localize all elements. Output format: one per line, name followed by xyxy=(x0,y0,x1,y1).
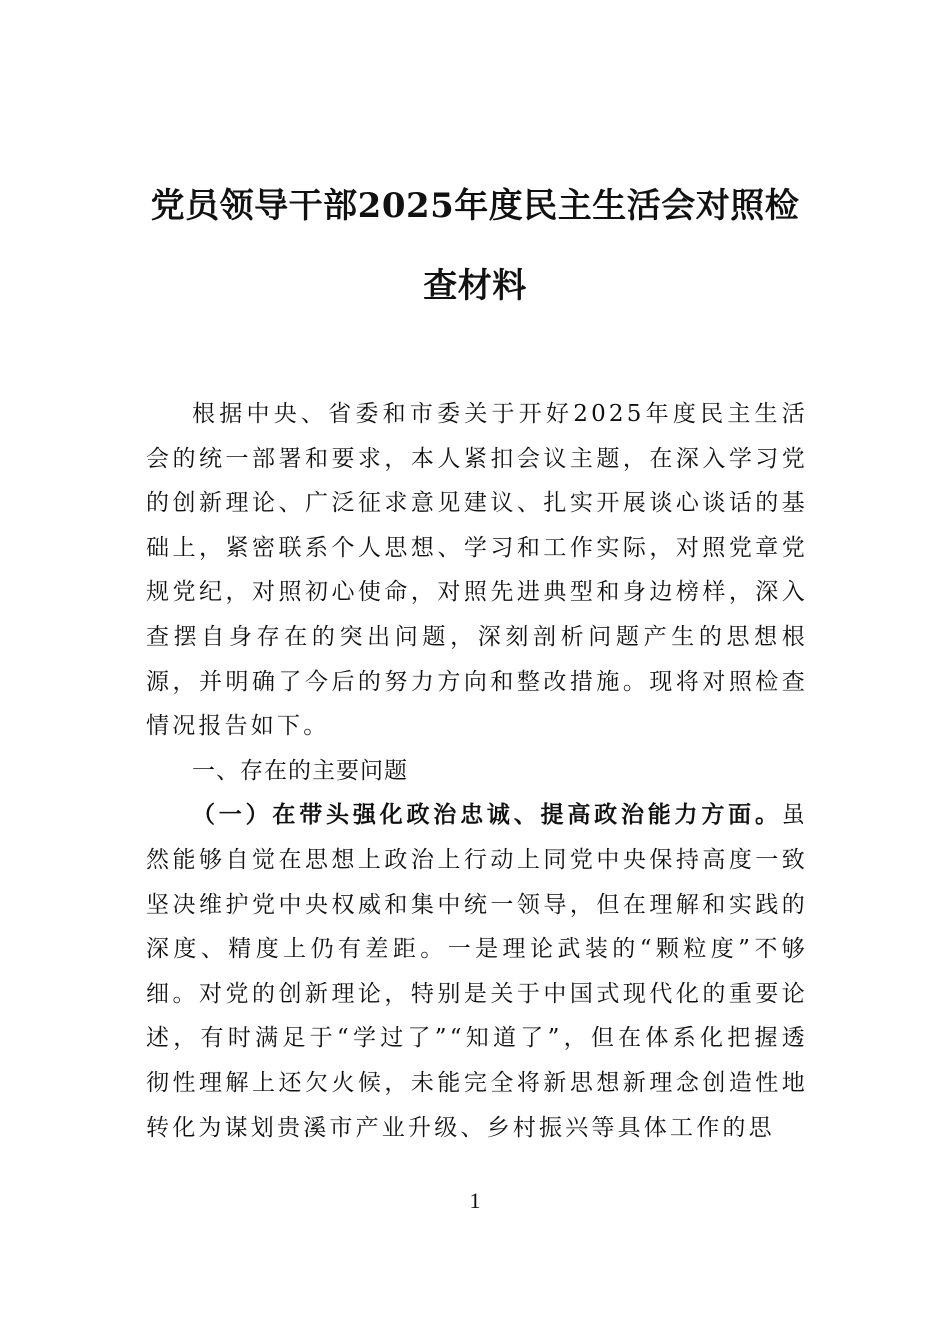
document-body xyxy=(146,392,808,1150)
section-heading: 一、存在的主要问题 xyxy=(192,757,408,784)
subsection-paragraph xyxy=(146,793,808,1150)
title-line-2: 查材料 xyxy=(423,266,527,306)
subsection-text: 虽然能够自觉在思想上政治上行动上同党中央保持高度一致坚决维护党中央权威和集中统一领导，但在理解和实践的深度、精度上仍有差距。一是理论武装的“颗粒度”不够细。对党的创新理论，特别是关于中国式现代化的重要论述，有时满足于“学过了”“知道了”，但在体系化把握透彻性理解上还欠火候，未能完全将新思想新理念创造性地转化为谋划贵溪市产业升级、乡村振兴等具体工作的思 xyxy=(146,802,808,1141)
intro-paragraph: 根据中央、省委和市委关于开好2025年度民主生活会的统一部署和要求，本人紧扣会议主题，在深入学习党的创新理论、广泛征求意见建议、扎实开展谈心谈话的基础上，紧密联系个人思想、学习和工作实际，对照党章党规党纪，对照初心使命，对照先进典型和身边榜样，深入查摆自身存在的突出问题，深刻剖析问题产生的思想根源，并明确了今后的努力方向和整改措施。现将对照检查情况报告如下。 xyxy=(146,401,808,740)
title-line-1: 党员领导干部2025年度民主生活会对照检 xyxy=(150,186,800,226)
subsection-heading: （一）在带头强化政治忠诚、提高政治能力方面。 xyxy=(192,801,782,829)
page-number: 1 xyxy=(469,1188,481,1213)
document-title xyxy=(140,166,810,326)
